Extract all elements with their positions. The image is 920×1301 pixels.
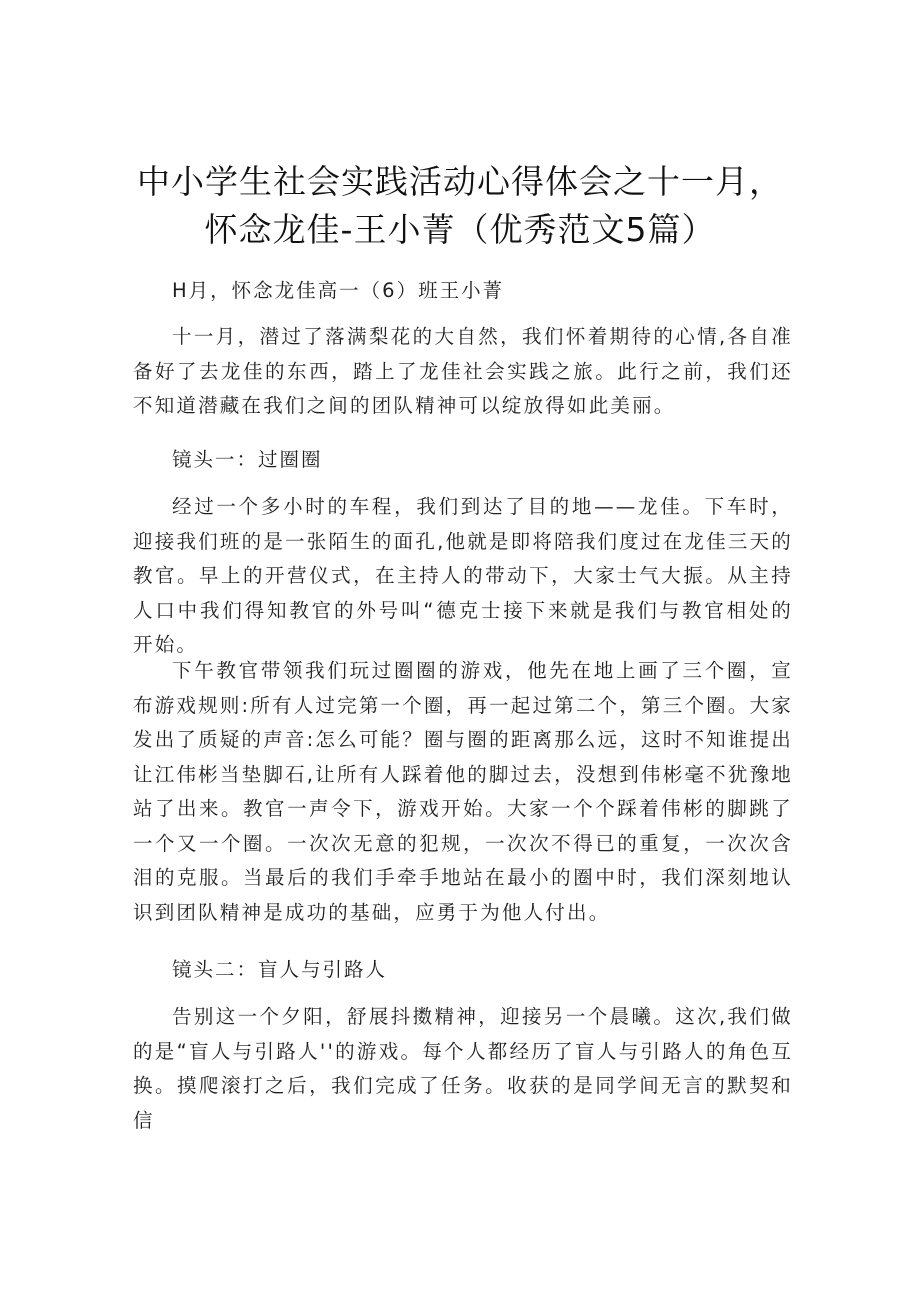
- paragraph-intro: 十一月，潜过了落满梨花的大自然，我们怀着期待的心情,各自准备好了去龙佳的东西，踏上了龙佳社会实践之旅。此行之前，我们还不知道潜藏在我们之间的团队精神可以绽放得如此美丽。: [133, 325, 793, 417]
- byline: H月，怀念龙佳高一（6）班王小菁: [172, 279, 505, 302]
- paragraph-blind-game: 告别这一个夕阳，舒展抖擞精神，迎接另一个晨曦。这次,我们做的是“盲人与引路人''的游戏。每个人都经历了盲人与引路人的角色互换。摸爬滚打之后，我们完成了任务。收获的是同学间无言的默契和信: [133, 1005, 793, 1132]
- section-heading-1: 镜头一：过圈圈: [172, 448, 323, 471]
- paragraph-arrival: 经过一个多小时的车程，我们到达了目的地——龙佳。下车时，迎接我们班的是一张陌生的面孔,他就是即将陪我们度过在龙佳三天的教官。早上的开营仪式，在主持人的带动下，大家士气大振。从主持人口中我们得知教官的外号叫“德克士接下来就是我们与教官相处的开始。: [133, 495, 793, 656]
- document-title-line-2: 怀念龙佳-王小菁（优秀范文5篇）: [204, 210, 716, 249]
- section-heading-2: 镜头二：盲人与引路人: [172, 958, 388, 981]
- document-title-line-1: 中小学生社会实践活动心得体会之十一月，: [137, 162, 783, 201]
- paragraph-circle-game: 下午教官带领我们玩过圈圈的游戏，他先在地上画了三个圈，宣布游戏规则:所有人过完第一个圈，再一起过第二个，第三个圈。大家发出了质疑的声音:怎么可能？圈与圈的距离那么远，这时不知谁提出让江伟彬当垫脚石,让所有人踩着他的脚过去，没想到伟彬毫不犹豫地站了出来。教官一声令下，游戏开始。大家一个个踩着伟彬的脚跳了一个又一个圈。一次次无意的犯规，一次次不得已的重复，一次次含泪的克服。当最后的我们手牵手地站在最小的圈中时，我们深刻地认识到团队精神是成功的基础，应勇于为他人付出。: [133, 659, 793, 924]
